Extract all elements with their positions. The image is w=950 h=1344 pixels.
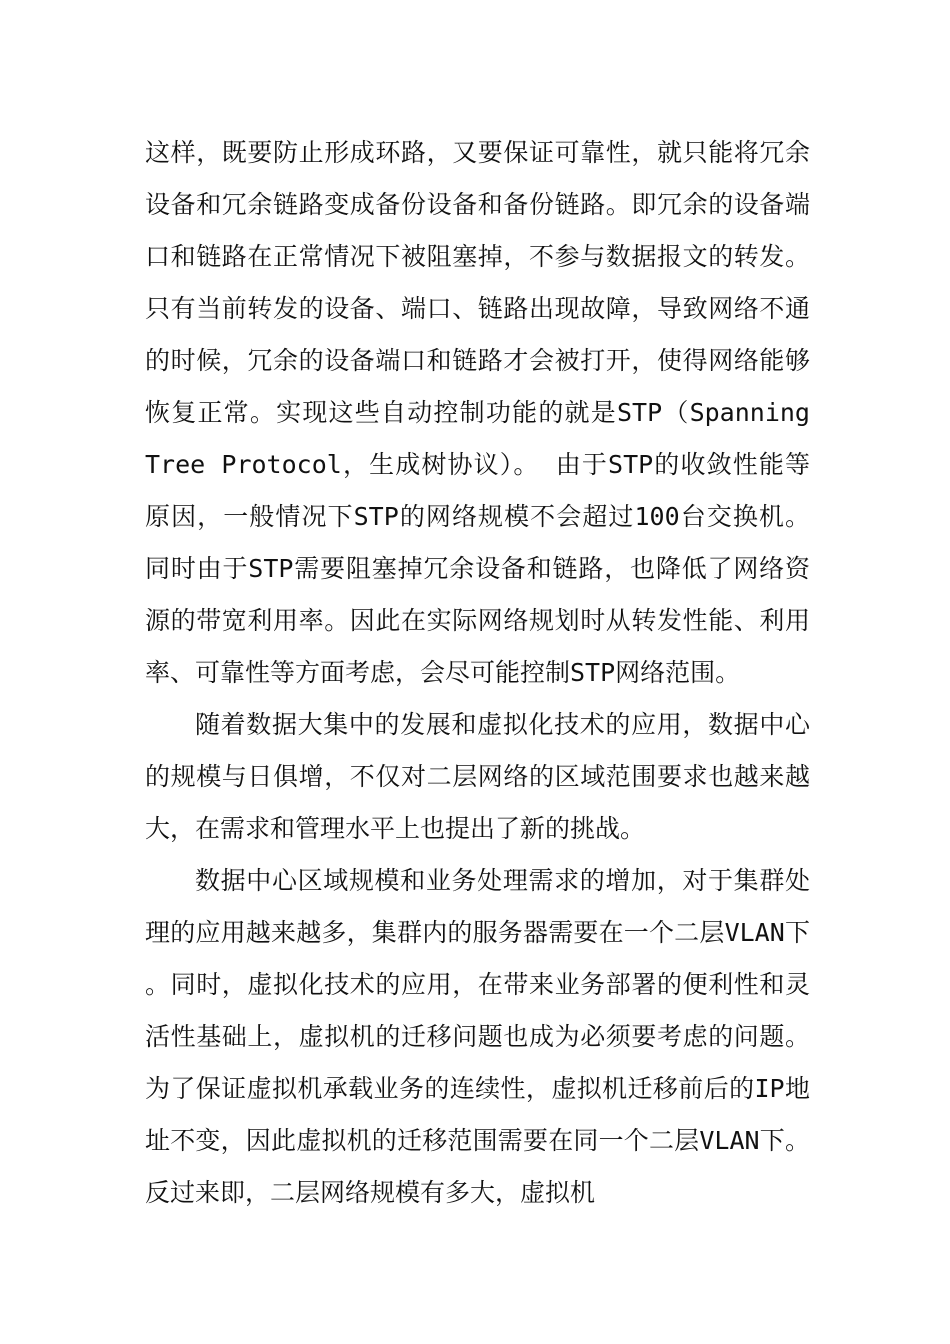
paragraph-vm-migration: 数据中心区域规模和业务处理需求的增加，对于集群处理的应用越来越多，集群内的服务器需要在一个二层VLAN下。同时，虚拟化技术的应用，在带来业务部署的便利性和灵活性基础上，虚拟机的迁移问题也成为必须要考虑的问题。为了保证虚拟机承载业务的连续性，虚拟机迁移前后的IP地址不变，因此虚拟机的迁移范围需要在同一个二层VLAN下。反过来即，二层网络规模有多大，虚拟机 bbox=[145, 866, 810, 1207]
paragraph-virtualization-growth: 随着数据大集中的发展和虚拟化技术的应用，数据中心的规模与日俱增，不仅对二层网络的区域范围要求也越来越大，在需求和管理水平上也提出了新的挑战。 bbox=[145, 710, 810, 843]
document-body bbox=[145, 127, 810, 1219]
paragraph-stp-intro: 这样，既要防止形成环路，又要保证可靠性，就只能将冗余设备和冗余链路变成备份设备和备份链路。即冗余的设备端口和链路在正常情况下被阻塞掉，不参与数据报文的转发。只有当前转发的设备、端口、链路出现故障，导致网络不通的时候，冗余的设备端口和链路才会被打开，使得网络能够恢复正常。实现这些自动控制功能的就是STP（Spanning Tree Protocol，生成树协议）。 由于STP的收敛性能等原因，一般情况下STP的网络规模不会超过100台交换机。同时由于STP需要阻塞掉冗余设备和链路，也降低了网络资源的带宽利用率。因此在实际网络规划时从转发性能、利用率、可靠性等方面考虑，会尽可能控制STP网络范围。 bbox=[145, 138, 810, 687]
